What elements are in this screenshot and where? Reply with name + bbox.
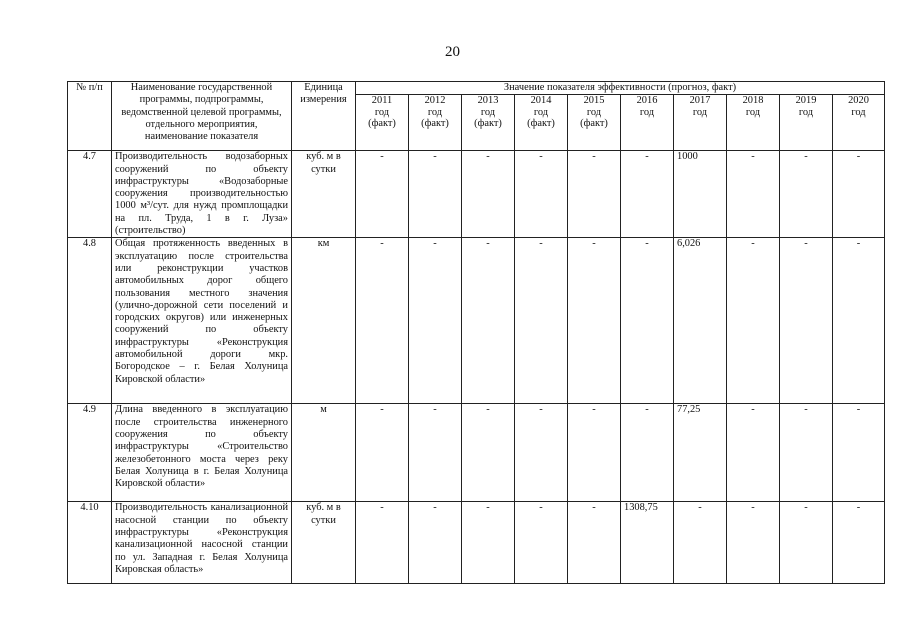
header-year-note: (факт) — [368, 118, 396, 130]
row-value-cell: - — [462, 238, 515, 404]
row-indicator-name: Общая протяженность введенных в эксплуатацию после строительства или реконструкции участков автомобильных дорог общего пользования местного значения (улично-дорожной сети поселений и городских округов) или инженерных сооружений по объекту инфраструктуры «Реконструкция автомобильной дороги мкр. Богородское – г. Белая Холуница Кировской области» — [112, 238, 292, 404]
row-value-cell: 1308,75 — [621, 502, 674, 584]
header-year-note: (факт) — [527, 118, 555, 130]
header-year-note: (факт) — [580, 118, 608, 130]
header-year-year: 2011 — [371, 95, 393, 107]
header-year-year: 2013 — [477, 95, 499, 107]
row-number: 4.10 — [68, 502, 112, 584]
header-year-year: 2015 — [583, 95, 605, 107]
row-value-cell: - — [780, 404, 833, 502]
row-value-cell: 77,25 — [674, 404, 727, 502]
row-value-cell: - — [727, 238, 780, 404]
header-year-9 — [833, 95, 885, 151]
header-year-word: год — [745, 106, 761, 118]
row-indicator-name: Длина введенного в эксплуатацию после строительства инженерного сооружения по объекту инфраструктуры «Строительство железобетонного моста через реку Белая Холуница в г. Белая Холуница Кировской области» — [112, 404, 292, 502]
row-value-cell: - — [833, 238, 885, 404]
row-value-cell: - — [462, 502, 515, 584]
header-year-5 — [621, 95, 674, 151]
header-year-year: 2014 — [530, 95, 552, 107]
header-year-word: год — [692, 106, 708, 118]
header-year-word: год — [533, 106, 549, 118]
table-row — [68, 238, 885, 404]
row-value-cell: - — [621, 238, 674, 404]
table-row — [68, 151, 885, 238]
header-year-4 — [568, 95, 621, 151]
row-value-cell: - — [409, 238, 462, 404]
header-year-word: год — [639, 106, 655, 118]
header-year-year: 2017 — [689, 95, 711, 107]
row-value-cell: - — [409, 502, 462, 584]
header-year-word: год — [798, 106, 814, 118]
header-year-0 — [356, 95, 409, 151]
row-value-cell: 1000 — [674, 151, 727, 238]
row-indicator-name: Производительность водозаборных сооружений по объекту инфраструктуры «Водозаборные сооружения производительностью 1000 м³/сут. для нужд промплощадки на пл. Труда, 1 в г. Луза» (строительство) — [112, 151, 292, 238]
row-value-cell: - — [568, 502, 621, 584]
header-year-word: год — [374, 106, 390, 118]
table-body — [68, 151, 885, 584]
row-unit: м — [292, 404, 356, 502]
row-value-cell: - — [356, 238, 409, 404]
table-row — [68, 404, 885, 502]
indicators-table — [67, 81, 885, 584]
row-value-cell: - — [409, 404, 462, 502]
row-number: 4.9 — [68, 404, 112, 502]
row-value-cell: - — [780, 151, 833, 238]
header-year-word: год — [851, 106, 866, 118]
row-unit: куб. м в сутки — [292, 502, 356, 584]
row-number: 4.7 — [68, 151, 112, 238]
header-name: Наименование государственной программы, подпрограммы, ведомственной целевой программы, отдельного мероприятия, наименование показателя — [112, 82, 292, 151]
row-unit: км — [292, 238, 356, 404]
row-value-cell: - — [833, 502, 885, 584]
row-unit: куб. м в сутки — [292, 151, 356, 238]
header-year-1 — [409, 95, 462, 151]
row-value-cell: 6,026 — [674, 238, 727, 404]
header-unit: Единица измерения — [292, 82, 356, 151]
header-year-note: (факт) — [474, 118, 502, 130]
header-year-note: (факт) — [421, 118, 449, 130]
header-num: № п/п — [68, 82, 112, 151]
row-value-cell: - — [515, 502, 568, 584]
row-value-cell: - — [833, 151, 885, 238]
row-value-cell: - — [780, 238, 833, 404]
header-year-word: год — [480, 106, 496, 118]
row-value-cell: - — [727, 502, 780, 584]
header-year-6 — [674, 95, 727, 151]
table-row — [68, 502, 885, 584]
header-year-8 — [780, 95, 833, 151]
row-value-cell: - — [833, 404, 885, 502]
header-year-7 — [727, 95, 780, 151]
header-year-year: 2012 — [424, 95, 446, 107]
row-value-cell: - — [356, 502, 409, 584]
row-value-cell: - — [409, 151, 462, 238]
row-value-cell: - — [568, 238, 621, 404]
row-value-cell: - — [621, 404, 674, 502]
row-value-cell: - — [568, 151, 621, 238]
row-value-cell: - — [727, 151, 780, 238]
row-value-cell: - — [621, 151, 674, 238]
header-year-word: год — [586, 106, 602, 118]
header-year-year: 2019 — [795, 95, 817, 107]
header-year-word: год — [427, 106, 443, 118]
row-indicator-name: Производительность канализационной насосной станции по объекту инфраструктуры «Реконструкция канализационной насосной станции по ул. Западная г. Белая Холуница Кировская область» — [112, 502, 292, 584]
header-year-3 — [515, 95, 568, 151]
page-number: 20 — [445, 44, 460, 60]
row-value-cell: - — [674, 502, 727, 584]
row-value-cell: - — [727, 404, 780, 502]
row-value-cell: - — [515, 151, 568, 238]
header-values-title: Значение показателя эффективности (прогноз, факт) — [356, 82, 885, 95]
row-value-cell: - — [462, 404, 515, 502]
header-year-year: 2016 — [636, 95, 658, 107]
row-value-cell: - — [515, 238, 568, 404]
row-value-cell: - — [462, 151, 515, 238]
row-value-cell: - — [780, 502, 833, 584]
row-value-cell: - — [515, 404, 568, 502]
header-year-year: 2018 — [742, 95, 764, 107]
row-value-cell: - — [356, 404, 409, 502]
row-value-cell: - — [356, 151, 409, 238]
header-year-2 — [462, 95, 515, 151]
row-value-cell: - — [568, 404, 621, 502]
header-year-year: 2020 — [848, 95, 869, 107]
row-number: 4.8 — [68, 238, 112, 404]
